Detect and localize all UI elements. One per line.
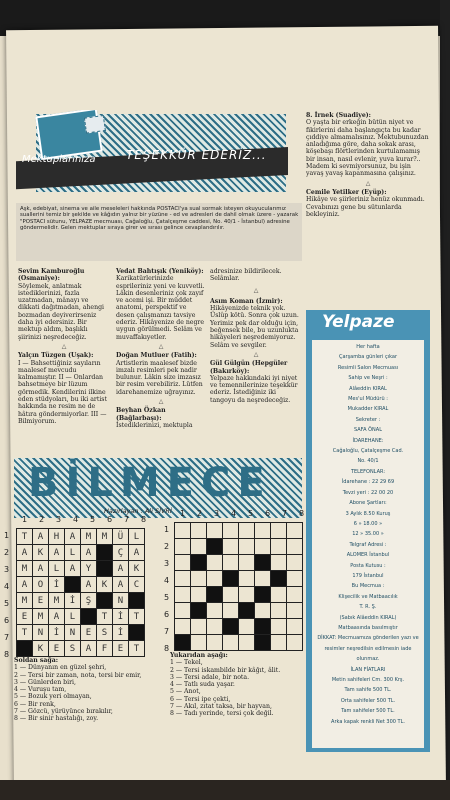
reader-name: Vedat Bahtışık (Yeniköy): xyxy=(116,268,204,275)
puzzle-cell: K xyxy=(129,561,145,577)
masthead-line: ALOMER İstanbul xyxy=(346,552,390,559)
clue-across: 5 — Bozuk yeri olmayan, xyxy=(14,693,92,701)
puzzle-cell xyxy=(65,577,81,593)
puzzle-cell: T xyxy=(17,529,33,545)
row-number: 5 xyxy=(164,593,170,602)
puzzle-cell: Ç xyxy=(113,545,129,561)
masthead-line: Posta Kutusu : xyxy=(350,562,386,569)
puzzle-cell: A xyxy=(17,577,33,593)
puzzle-cell[interactable] xyxy=(175,571,191,587)
puzzle-cell xyxy=(97,593,113,609)
column-number: 4 xyxy=(231,509,237,518)
masthead-line: Cağaloğlu, Çatalçeşme Cad. xyxy=(332,448,404,455)
masthead-line: İdarehane : 22 29 69 xyxy=(341,479,395,486)
row-number: 6 xyxy=(164,610,170,619)
puzzle-cell[interactable] xyxy=(175,523,191,539)
puzzle-cell[interactable] xyxy=(287,523,303,539)
masthead-line: 179 İstanbul xyxy=(352,572,384,579)
puzzle-cell[interactable] xyxy=(239,619,255,635)
masthead-line: 3 Aylık 8.50 Kuruş xyxy=(345,510,391,517)
puzzle-cell[interactable] xyxy=(207,539,223,555)
puzzle-cell[interactable] xyxy=(271,587,287,603)
down-clues xyxy=(170,652,308,718)
puzzle-cell[interactable] xyxy=(191,603,207,619)
puzzle-cell: A xyxy=(33,561,49,577)
puzzle-cell: İ xyxy=(113,625,129,641)
masthead-line: Çarşamba günleri çıkar xyxy=(338,354,398,361)
reply-text: adresinize bildirilecek. Selâmlar. xyxy=(210,268,282,283)
puzzle-cell[interactable] xyxy=(175,619,191,635)
masthead-line: Metin sahifeleri Cm. 300 Krş. xyxy=(331,677,405,683)
column-number: 7 xyxy=(124,515,130,524)
puzzle-cell[interactable] xyxy=(255,555,271,571)
reply-text: Artistlerin maalesef bizde imzalı resimleri pek nadir bulunur. Lâkin size imzasız bir resim verebiliriz. Lütfen idarehanemize uğrayınız. xyxy=(116,359,203,396)
envelope-icon xyxy=(35,110,103,160)
puzzle-cell[interactable] xyxy=(287,635,303,651)
puzzle-cell[interactable] xyxy=(239,635,255,651)
puzzle-cell[interactable] xyxy=(271,555,287,571)
column-number: 3 xyxy=(56,515,62,524)
puzzle-cell: A xyxy=(17,545,33,561)
column-number: 5 xyxy=(248,509,254,518)
reply-text: Hikâyenizde teknik yok. Üslûp kötü. Sonra çok uzun. Yerimiz pek dar olduğu için, beğensek bile, bu uzunlukta hikâyeleri neşredemiyoruz. Selâm ve sevgiler. xyxy=(210,305,299,349)
puzzle-cell[interactable] xyxy=(223,635,239,651)
puzzle-cell[interactable] xyxy=(239,539,255,555)
clue-across: 1 — Dünyanın en güzel şehri, xyxy=(14,664,107,672)
masthead-line: Sekreter : xyxy=(355,416,381,423)
puzzle-cell: L xyxy=(65,545,81,561)
puzzle-cell: M xyxy=(17,593,33,609)
reply-text: Hikâye ve şiirleriniz henüz okunmadı. Cevabınızı gene bu sütunlarda bekleyiniz. xyxy=(306,196,425,218)
separator-icon: △ xyxy=(158,398,164,406)
separator-icon: △ xyxy=(61,342,67,350)
clue-down: 6 — Tersi ipe çekti, xyxy=(170,695,231,703)
puzzle-cell[interactable] xyxy=(207,571,223,587)
masthead-line: Telgraf Adresi : xyxy=(349,541,387,548)
puzzle-cell[interactable] xyxy=(271,603,287,619)
puzzle-cell[interactable] xyxy=(207,555,223,571)
puzzle-title: BİLMECE xyxy=(28,460,272,506)
puzzle-cell[interactable] xyxy=(175,539,191,555)
reply-text: Yelpaze hakkındaki iyi niyet ve temennilerinize teşekkür ederiz. İstediğiniz iki tangoyu da neşredeceğiz. xyxy=(210,374,298,404)
masthead-line: T. R. Ş. xyxy=(359,604,377,611)
puzzle-cell xyxy=(129,593,145,609)
clue-down: 7 — Akıl, zıtat taksa, bir hayvan, xyxy=(170,703,272,711)
puzzle-cell[interactable] xyxy=(239,555,255,571)
masthead-line: No. 40/1 xyxy=(357,458,379,465)
row-number: 7 xyxy=(4,633,10,642)
letters-banner xyxy=(16,110,288,200)
separator-icon: △ xyxy=(158,342,164,350)
puzzle-cell: İ xyxy=(49,625,65,641)
masthead-line: Mes'ul Müdürü : xyxy=(348,396,388,403)
puzzle-cell: E xyxy=(113,641,129,657)
masthead-line: Alâeddin KIRAL xyxy=(349,385,387,392)
reader-name: Gül Gülgün (Hepgüler (Bakırköy): xyxy=(210,360,288,375)
puzzle-cell: F xyxy=(97,641,113,657)
puzzle-cell: T xyxy=(97,609,113,625)
clue-down: 1 — Tekel, xyxy=(170,659,203,667)
column-number: 6 xyxy=(107,515,113,524)
puzzle-cell: N xyxy=(113,593,129,609)
masthead-line: DİKKAT: Mecmuamıza gönderilen yazı ve resimler neşredilsin edilmesin iade olunmaz. xyxy=(317,635,419,663)
reader-name: 8. İrnek (Suadiye): xyxy=(306,112,371,119)
puzzle-cell: S xyxy=(65,641,81,657)
puzzle-cell[interactable] xyxy=(207,635,223,651)
reply-text: O yaşta bir erkeğin bütün niyet ve fikirlerini daha başlangıçta bu kadar çıddiye almamalısınız. Mektubunuzdan anladığıma göre, daha sokak arası, köşebaşı flörtlerinden kurtulamamış bir insan, nasıl evlenir, yuva kurar?.. Madem ki sevmiyorsunuz, bu işin yavaş yavaş kapanmasına çalışınız. xyxy=(306,119,429,178)
puzzle-cell[interactable] xyxy=(223,523,239,539)
puzzle-cell: İ xyxy=(49,577,65,593)
puzzle-cell: E xyxy=(49,641,65,657)
masthead-line: Tam sahife 500 TL. xyxy=(344,687,392,694)
puzzle-cell: A xyxy=(49,609,65,625)
masthead-line: İLAN FİATLARI xyxy=(350,666,386,673)
across-list xyxy=(14,664,164,722)
puzzle-cell: A xyxy=(129,545,145,561)
column-1 xyxy=(18,268,110,425)
puzzle-cell[interactable] xyxy=(239,587,255,603)
clue-across: 8 — Bir sinir hastalığı, zoy. xyxy=(14,715,99,723)
puzzle-cell: A xyxy=(113,577,129,593)
separator-icon: △ xyxy=(253,350,259,358)
puzzle-cell[interactable] xyxy=(271,571,287,587)
puzzle-cell[interactable] xyxy=(223,587,239,603)
masthead-line: Her hafta xyxy=(356,344,380,350)
column-number: 6 xyxy=(265,509,271,518)
down-title: Yukarıdan aşağı: xyxy=(170,652,228,659)
reader-name: Asım Koman (İzmir): xyxy=(210,297,283,305)
puzzle-cell[interactable] xyxy=(287,619,303,635)
puzzle-cell: L xyxy=(49,561,65,577)
masthead-line: Mukadder KIRAL xyxy=(347,406,389,413)
column-number: 8 xyxy=(141,515,147,524)
column-number: 1 xyxy=(22,515,28,524)
puzzle-cell: E xyxy=(33,593,49,609)
puzzle-cell: Y xyxy=(81,561,97,577)
reader-name: Sevim Kamburoğlu (Osmaniye): xyxy=(18,268,85,283)
puzzle-cell: A xyxy=(113,561,129,577)
puzzle-cell[interactable] xyxy=(191,555,207,571)
puzzle-cell: A xyxy=(81,641,97,657)
clue-across: 6 — Bir renk, xyxy=(14,700,56,708)
masthead-title: Yelpaze xyxy=(322,312,395,332)
puzzle-cell[interactable] xyxy=(191,539,207,555)
puzzle-cell: K xyxy=(33,641,49,657)
puzzle-cell: İ xyxy=(113,609,129,625)
row-number: 5 xyxy=(4,599,10,608)
puzzle-cell[interactable] xyxy=(223,619,239,635)
stamp-icon xyxy=(84,115,106,134)
masthead-line: Sahip ve Neşri : xyxy=(348,375,388,382)
puzzle-cell: E xyxy=(81,625,97,641)
puzzle-cell[interactable] xyxy=(271,635,287,651)
puzzle-cell: T xyxy=(129,641,145,657)
puzzle-cell xyxy=(81,609,97,625)
column-number: 8 xyxy=(299,509,305,518)
puzzle-cell[interactable] xyxy=(255,523,271,539)
puzzle-cell: A xyxy=(65,529,81,545)
puzzle-cell[interactable] xyxy=(271,619,287,635)
puzzle-cell[interactable] xyxy=(255,587,271,603)
row-number: 8 xyxy=(4,650,10,659)
puzzle-cell: T xyxy=(129,609,145,625)
puzzle-cell[interactable] xyxy=(223,539,239,555)
puzzle-cell: M xyxy=(33,609,49,625)
down-list xyxy=(170,659,308,717)
puzzle-cell xyxy=(129,625,145,641)
masthead-line: Matbaasında basılmıştır xyxy=(338,624,398,631)
puzzle-cell: N xyxy=(65,625,81,641)
clue-across: 2 — Tersi bir zaman, nota, tersi bir emir, xyxy=(14,671,142,679)
puzzle-cell[interactable] xyxy=(207,619,223,635)
separator-icon: △ xyxy=(253,286,259,294)
clue-across: 4 — Vuruşu tam, xyxy=(14,686,67,694)
clue-across: 7 — Gözcü, yürüyünce bırakılır, xyxy=(14,708,113,716)
masthead-line: Tam sahifeler 500 TL. xyxy=(341,708,395,715)
row-number: 4 xyxy=(164,576,170,585)
puzzle-cell[interactable] xyxy=(287,539,303,555)
across-clues xyxy=(14,657,164,723)
clue-down: 3 — Tersi adale, bir nota. xyxy=(170,673,250,681)
puzzle-cell: M xyxy=(97,529,113,545)
reply-text: I — Bahsettiğiniz sayıların maalesef mevcudu kalmamıştır. II — Onlardan bahsetmeye bir lüzum görmedik. Kendilerini ilkine eden stüdyoları, bu iki artist hakkında ne resim ne de hâtıra göndermiyorlar. III — Bilmiyorum. xyxy=(18,359,107,425)
masthead-line: SAFA ÖNAL xyxy=(354,427,382,434)
puzzle-cell: K xyxy=(33,545,49,561)
puzzle-cell[interactable] xyxy=(239,523,255,539)
column-number: 4 xyxy=(73,515,79,524)
masthead-line: 6 » 18.00 » xyxy=(353,520,383,527)
puzzle-cell[interactable] xyxy=(223,555,239,571)
column-4 xyxy=(306,112,430,218)
puzzle-cell: L xyxy=(129,529,145,545)
masthead-line: TELEFONLAR: xyxy=(350,468,386,475)
puzzle-cell[interactable] xyxy=(255,571,271,587)
reader-name: Doğan Mutluer (Fatih): xyxy=(116,352,197,360)
puzzle-cell[interactable] xyxy=(239,571,255,587)
banner-label-left: Mektuplarınıza xyxy=(22,154,96,165)
across-title: Soldan sağa: xyxy=(14,657,59,664)
puzzle-cell[interactable] xyxy=(207,523,223,539)
puzzle-cell: M xyxy=(49,593,65,609)
column-number: 1 xyxy=(180,509,186,518)
clue-across: 3 — Günlerden biri, xyxy=(14,678,76,686)
masthead-line: Abone Şartları: xyxy=(349,500,387,507)
puzzle-cell[interactable] xyxy=(255,635,271,651)
puzzle-cell: A xyxy=(81,577,97,593)
puzzle-cell[interactable] xyxy=(175,603,191,619)
puzzle-cell[interactable] xyxy=(191,571,207,587)
puzzle-cell[interactable] xyxy=(287,555,303,571)
masthead-details xyxy=(314,342,422,727)
puzzle-cell[interactable] xyxy=(255,603,271,619)
clue-down: 5 — Anot, xyxy=(170,688,201,696)
reply-text: İstediklerinizi, mektupla xyxy=(116,421,193,429)
puzzle-cell: H xyxy=(49,529,65,545)
puzzle-cell[interactable] xyxy=(191,523,207,539)
masthead-line: Resimli Salon Mecmuası xyxy=(337,364,399,371)
puzzle-cell[interactable] xyxy=(191,587,207,603)
puzzle-cell: E xyxy=(17,609,33,625)
puzzle-cell: A xyxy=(33,529,49,545)
puzzle-cell xyxy=(17,641,33,657)
puzzle-cell: İ xyxy=(65,593,81,609)
puzzle-cell[interactable] xyxy=(255,539,271,555)
column-3 xyxy=(210,268,302,404)
row-number: 6 xyxy=(4,616,10,625)
puzzle-cell[interactable] xyxy=(223,603,239,619)
puzzle-cell: Ş xyxy=(81,593,97,609)
row-number: 1 xyxy=(4,531,10,540)
puzzle-cell: M xyxy=(17,561,33,577)
row-number: 2 xyxy=(164,542,170,551)
masthead-line: Tevzi yeri : 22 00 20 xyxy=(342,489,394,496)
puzzle-cell[interactable] xyxy=(207,587,223,603)
column-number: 2 xyxy=(197,509,203,518)
puzzle-cell: C xyxy=(129,577,145,593)
puzzle-author: Hazırlayan : Ali SİVRİ xyxy=(104,507,172,515)
puzzle-cell: A xyxy=(65,561,81,577)
column-number: 7 xyxy=(282,509,288,518)
puzzle-cell[interactable] xyxy=(207,603,223,619)
puzzle-cell: A xyxy=(49,545,65,561)
puzzle-cell[interactable] xyxy=(271,523,287,539)
banner-label-right: TEŞEKKÜR EDERİZ... xyxy=(126,148,267,162)
solved-puzzle-grid xyxy=(16,528,145,657)
clue-down: 2 — Tersi iskambilde bir kâğıt, âlit. xyxy=(170,666,281,674)
puzzle-cell: S xyxy=(97,625,113,641)
puzzle-cell[interactable] xyxy=(175,635,191,651)
masthead-line: Bu Mecmua : xyxy=(351,583,385,590)
masthead-line: Orta sahifeler 500 TL. xyxy=(340,697,396,704)
masthead-line: 12 » 35.00 » xyxy=(352,531,384,538)
puzzle-cell: M xyxy=(81,529,97,545)
reader-name: Cemile Yetilker (Eyüp): xyxy=(306,188,387,196)
masthead-line: İDAREHANE: xyxy=(352,437,384,444)
row-number: 8 xyxy=(164,644,170,653)
reader-name: Yalçın Tüzgen (Uşak): xyxy=(18,352,94,360)
puzzle-cell[interactable] xyxy=(223,571,239,587)
puzzle-cell: Ü xyxy=(113,529,129,545)
masthead-line: (Sabık Alâeddin KIRAL) xyxy=(339,614,397,621)
reply-text: Karikatürlerinizde esprileriniz yeni ve kuvvetli. Lâkin desenleriniz çok zayıf ve acemi işi. Bir müddet anatomi, perspektif ve desen çalışmanızı tavsiye ederiz. Hikâyenize de negre uygun görülmedi. Selâm ve muvaffakıyetler. xyxy=(116,275,205,341)
masthead-line: Arka kapak renkli Net 300 TL. xyxy=(331,718,405,725)
row-number: 3 xyxy=(4,565,10,574)
puzzle-cell: A xyxy=(81,545,97,561)
puzzle-cell: T xyxy=(17,625,33,641)
puzzle-cell xyxy=(97,545,113,561)
row-number: 1 xyxy=(164,525,170,534)
puzzle-cell: K xyxy=(97,577,113,593)
dark-background-bottom xyxy=(0,780,450,800)
puzzle-cell xyxy=(97,561,113,577)
column-number: 3 xyxy=(214,509,220,518)
separator-icon: △ xyxy=(365,179,371,187)
puzzle-cell[interactable] xyxy=(191,619,207,635)
puzzle-cell: N xyxy=(33,625,49,641)
clue-down: 4 — Tatlı suda yaşar. xyxy=(170,681,235,689)
masthead-line: Klişecilik ve Matbaacılık xyxy=(338,593,398,600)
row-number: 4 xyxy=(4,582,10,591)
column-number: 2 xyxy=(39,515,45,524)
clue-down: 8 — Tadı yerinde, tersi çok değil. xyxy=(170,710,274,718)
puzzle-cell[interactable] xyxy=(191,635,207,651)
puzzle-cell[interactable] xyxy=(255,619,271,635)
row-number: 3 xyxy=(164,559,170,568)
puzzle-cell[interactable] xyxy=(287,603,303,619)
puzzle-cell[interactable] xyxy=(287,587,303,603)
reader-name: Beyhan Özkan (Bağlarbaşı): xyxy=(116,407,166,422)
puzzle-cell: L xyxy=(65,609,81,625)
column-2 xyxy=(116,268,206,429)
reply-text: Söylemek, anlatmak istediklerinizi, fazla uzatmadan, mânayı ve dikkati dağıtmadan, ahengi bozmadan deyiverirseniz daha iyi edersiniz. Bir mektup aldım, başlıklı şiirinizi neşredeceğiz. xyxy=(18,282,105,341)
puzzle-cell[interactable] xyxy=(175,555,191,571)
puzzle-cell[interactable] xyxy=(239,603,255,619)
column-number: 5 xyxy=(90,515,96,524)
puzzle-cell[interactable] xyxy=(287,571,303,587)
puzzle-cell: O xyxy=(33,577,49,593)
empty-puzzle-grid xyxy=(174,522,303,651)
puzzle-cell[interactable] xyxy=(175,587,191,603)
intro-text: Aşk, edebiyat, sinema ve aile meseleleri hakkında POSTACI'ya sual sormak isteyen okuyucularımız suallerini temiz bir şekilde ve kâğıdın yalnız bir yüzüne - ed ve adresleri de dahil olmak üzere - yazarak "POSTACI sütunu, YELPAZE mecmuası, Cağaloğlu, Çatalçeşme caddesi, No. 40/1 - İstanbul) adresine göndermelidir. Gelen mektuplar sıraya girer ve sırası gelince cevaplandırılır. xyxy=(20,206,299,232)
puzzle-cell[interactable] xyxy=(271,539,287,555)
row-number: 7 xyxy=(164,627,170,636)
row-number: 2 xyxy=(4,548,10,557)
